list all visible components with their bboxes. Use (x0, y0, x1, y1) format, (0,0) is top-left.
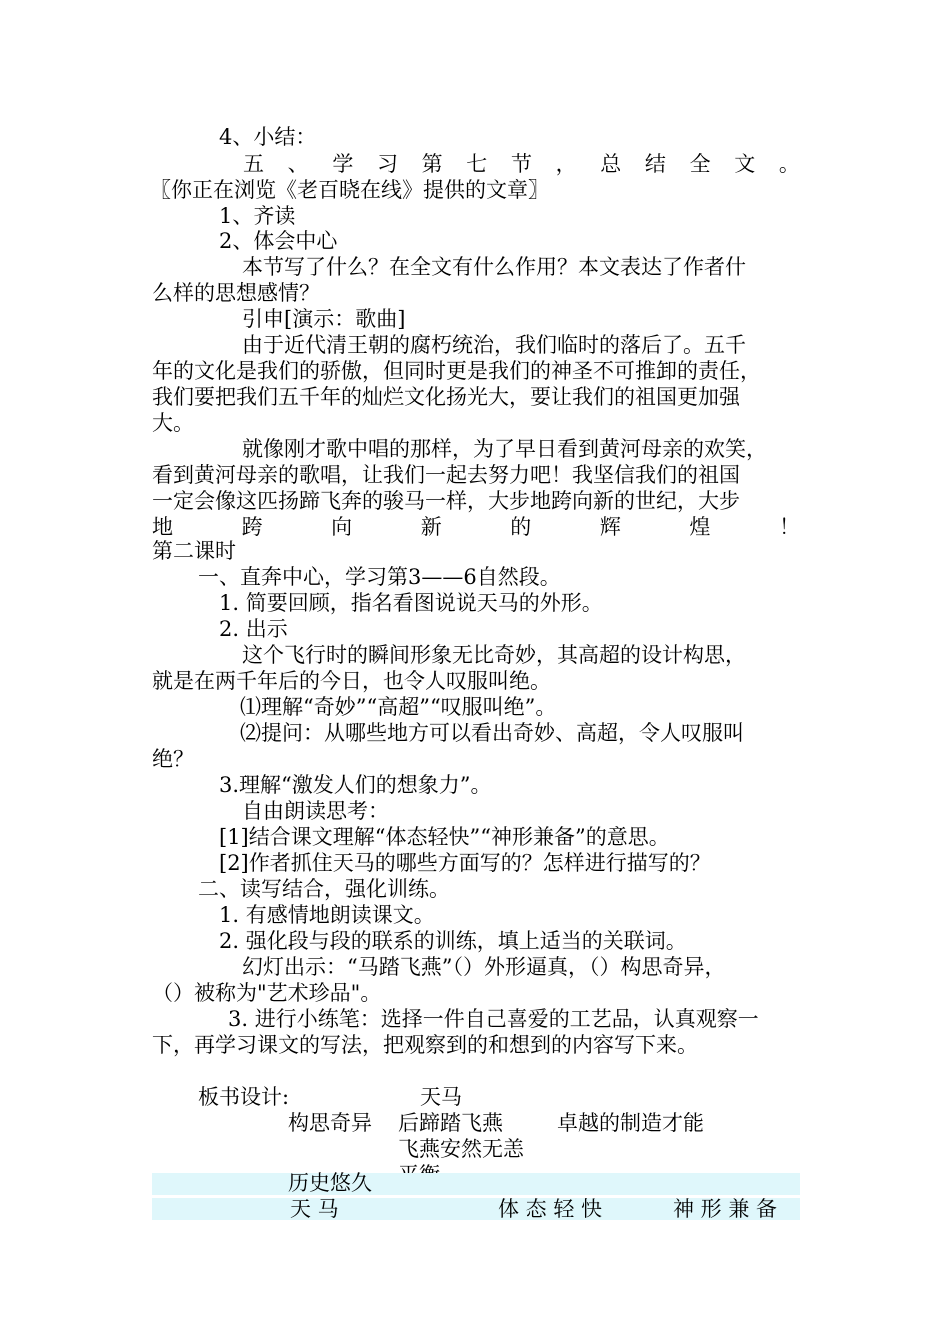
question-one: [1]结合课文理解“体态轻快”“神形兼备”的意思。 (219, 825, 670, 849)
board-history: 历史悠久 (288, 1171, 372, 1195)
justified-token: 地 (152, 515, 173, 539)
justified-token: 、 (287, 152, 309, 176)
paragraph-line: 看到黄河母亲的歌唱，让我们一起去努力吧！我坚信我们的祖国 (152, 463, 740, 487)
slide-exercise-line: （）被称为"艺术珍品"。 (152, 981, 382, 1005)
board-bottom-mid: 体 态 轻 快 (498, 1197, 603, 1221)
paragraph-line: 么样的思想感情？ (152, 281, 320, 305)
justified-token: 结 (644, 152, 666, 176)
board-row1-right: 卓越的制造才能 (557, 1111, 704, 1135)
demo-song-line: 引申[演示：歌曲] (242, 307, 406, 331)
justified-token: 学 (332, 152, 354, 176)
justified-token: 跨 (241, 515, 263, 539)
paragraph-line: 我们要把我们五千年的灿烂文化扬光大，要让我们的祖国更加强 (152, 385, 740, 409)
paragraph-line: 这个飞行时的瞬间形象无比奇妙，其高超的设计构思， (242, 643, 746, 667)
justified-token: 煌 (689, 515, 711, 539)
step-writing-practice: 3. 进行小练笔：选择一件自己喜爱的工艺品，认真观察一 (228, 1007, 759, 1031)
highlight-band (152, 1173, 800, 1195)
source-notice: 〖你正在浏览《老百晓在线》提供的文章〗 (150, 178, 549, 202)
board-bottom-right: 神 形 兼 备 (673, 1197, 778, 1221)
board-row1-mid: 后蹄踏飞燕 (398, 1111, 503, 1135)
paragraph-line: 由于近代清王朝的腐朽统治，我们临时的落后了。五千 (242, 333, 746, 357)
sub-item-question: ⑵提问：从哪些地方可以看出奇妙、高超，令人叹服叫 (240, 721, 744, 745)
step-imagination: 3.理解“激发人们的想象力”。 (219, 773, 492, 797)
paragraph-line: 绝？ (152, 747, 194, 771)
board-title: 天马 (420, 1085, 462, 1109)
justified-token: 五 (243, 152, 264, 176)
justified-token: 的 (510, 515, 532, 539)
justified-token: 向 (331, 515, 353, 539)
slide-exercise-line: 幻灯出示：“马踏飞燕”（）外形逼真，（）构思奇异， (242, 955, 726, 979)
justified-token: 辉 (599, 515, 621, 539)
board-bottom-left: 天 马 (290, 1197, 339, 1221)
part-two-heading: 二、读写结合，强化训练。 (198, 877, 450, 901)
step-read-together: 1、齐读 (219, 204, 296, 228)
board-row2-mid: 飞燕安然无恙 (398, 1137, 524, 1161)
paragraph-line: 本节写了什么？在全文有什么作用？本文表达了作者什 (242, 255, 746, 279)
step-show: 2. 出示 (219, 617, 288, 641)
justified-token: 第 (421, 152, 443, 176)
justified-token: 全 (689, 152, 711, 176)
step-understand-center: 2、体会中心 (219, 229, 338, 253)
part-one-heading: 一、直奔中心，学习第3——6自然段。 (198, 565, 561, 589)
board-row1-left: 构思奇异 (288, 1111, 372, 1135)
paragraph-line-justified (152, 514, 800, 540)
justified-token: ！ (778, 515, 800, 539)
justified-token: 节 (510, 152, 532, 176)
board-design-label: 板书设计: (198, 1085, 290, 1109)
step-read-aloud: 1. 有感情地朗读课文。 (219, 903, 435, 927)
question-two: [2]作者抓住天马的哪些方面写的？怎样进行描写的？ (219, 851, 711, 875)
justified-token: 文 (734, 152, 756, 176)
step-review: 1. 简要回顾，指名看图说说天马的外形。 (219, 591, 603, 615)
step-connectives: 2. 强化段与段的联系的训练，填上适当的关联词。 (219, 929, 687, 953)
justified-token: 习 (376, 152, 398, 176)
second-lesson-heading: 第二课时 (152, 539, 236, 563)
justified-token: 新 (420, 515, 442, 539)
justified-token: 七 (466, 152, 488, 176)
paragraph-line: 一定会像这匹扬蹄飞奔的骏马一样，大步地跨向新的世纪，大步 (152, 489, 740, 513)
paragraph-line: 年的文化是我们的骄傲，但同时更是我们的神圣不可推卸的责任， (152, 359, 761, 383)
paragraph-line: 就是在两千年后的今日，也令人叹服叫绝。 (152, 669, 551, 693)
paragraph-line: 大。 (152, 411, 194, 435)
justified-token: 总 (600, 152, 622, 176)
justified-token: ， (555, 152, 577, 176)
summary-heading: 4、小结： (219, 125, 317, 149)
paragraph-line: 就像刚才歌中唱的那样，为了早日看到黄河母亲的欢笑， (242, 437, 767, 461)
section-five-heading (243, 151, 800, 177)
justified-token: 。 (778, 152, 800, 176)
paragraph-line: 下，再学习课文的写法，把观察到的和想到的内容写下来。 (152, 1033, 698, 1057)
free-reading-prompt: 自由朗读思考： (242, 799, 389, 823)
sub-item-understand: ⑴理解“奇妙”“高超”“叹服叫绝”。 (240, 695, 557, 719)
